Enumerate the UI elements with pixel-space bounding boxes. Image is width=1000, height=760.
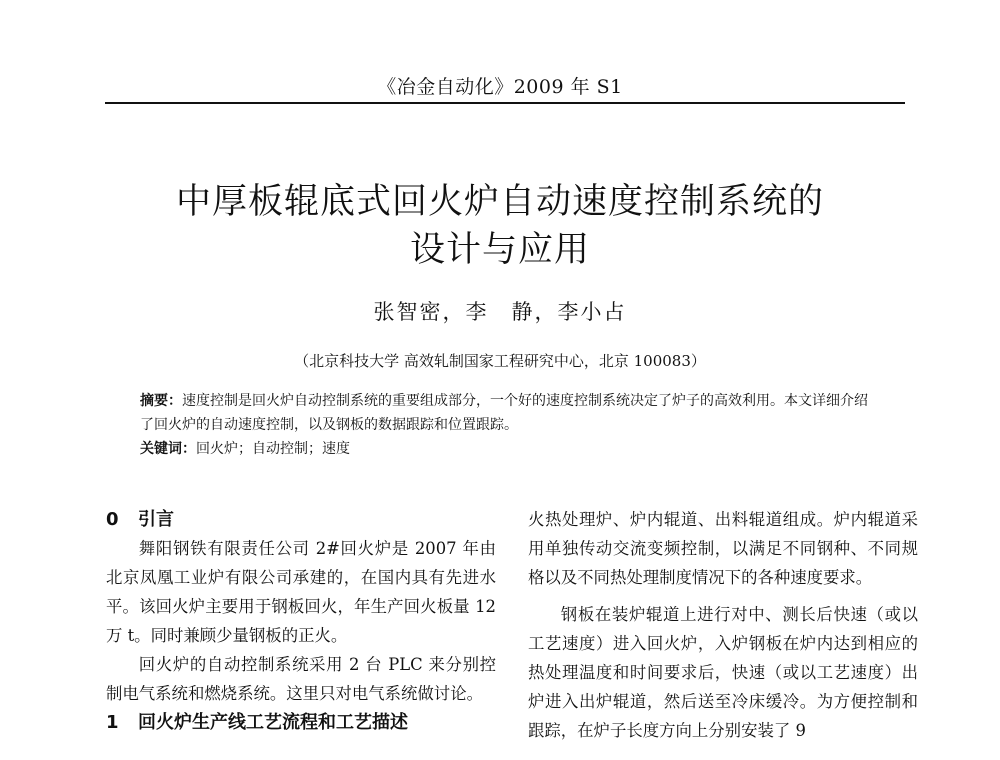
authors: 张智密，李 静，李小占 — [373, 300, 627, 324]
section-0-number: 0 — [106, 509, 119, 530]
paper-title — [0, 178, 1000, 274]
abstract-block — [140, 389, 880, 461]
keywords-label: 关键词： — [140, 441, 196, 457]
intro-paragraph-1: 舞阳钢铁有限责任公司 2#回火炉是 2007 年由北京凤凰工业炉有限公司承建的，在国内具有先进水平。该回火炉主要用于钢板回火，年生产回火板量 12 万 t。同时兼顾少量钢板的正火。 — [106, 539, 496, 645]
abstract-text: 速度控制是回火炉自动控制系统的重要组成部分，一个好的速度控制系统决定了炉子的高效利用。本文详细介绍了回火炉的自动速度控制，以及钢板的数据跟踪和位置跟踪。 — [140, 393, 868, 433]
journal-header: 《冶金自动化》2009 年 S1 — [377, 76, 623, 98]
title-line-1: 中厚板辊底式回火炉自动速度控制系统的 — [175, 182, 824, 222]
process-paragraph-2: 钢板在装炉辊道上进行对中、测长后快速（或以工艺速度）进入回火炉，入炉钢板在炉内达到相应的热处理温度和时间要求后，快速（或以工艺速度）出炉进入出炉辊道，然后送至冷床缓冷。为方便控制和跟踪，在炉子长度方向上分别安装了 9 — [528, 605, 918, 740]
title-line-2: 设计与应用 — [409, 230, 590, 270]
section-1-title: 回火炉生产线工艺流程和工艺描述 — [138, 712, 408, 733]
abstract-label: 摘要： — [140, 393, 182, 409]
abstract — [140, 389, 880, 437]
process-paragraph-continued: 火热处理炉、炉内辊道、出料辊道组成。炉内辊道采用单独传动交流变频控制，以满足不同钢种、不同规格以及不同热处理制度情况下的各种速度要求。 — [528, 510, 918, 587]
section-1-number: 1 — [106, 712, 119, 733]
section-0-heading — [106, 505, 496, 534]
section-1-heading — [106, 708, 496, 737]
affiliation: （北京科技大学 高效轧制国家工程研究中心，北京 100083） — [294, 352, 706, 370]
keywords-text: 回火炉；自动控制；速度 — [196, 441, 350, 457]
header-rule — [105, 102, 905, 104]
intro-paragraph-2: 回火炉的自动控制系统采用 2 台 PLC 来分别控制电气系统和燃烧系统。这里只对电气系统做讨论。 — [106, 655, 496, 703]
section-0-title: 引言 — [138, 509, 174, 530]
keywords — [140, 437, 880, 461]
right-column — [528, 505, 918, 745]
left-column — [106, 505, 496, 737]
